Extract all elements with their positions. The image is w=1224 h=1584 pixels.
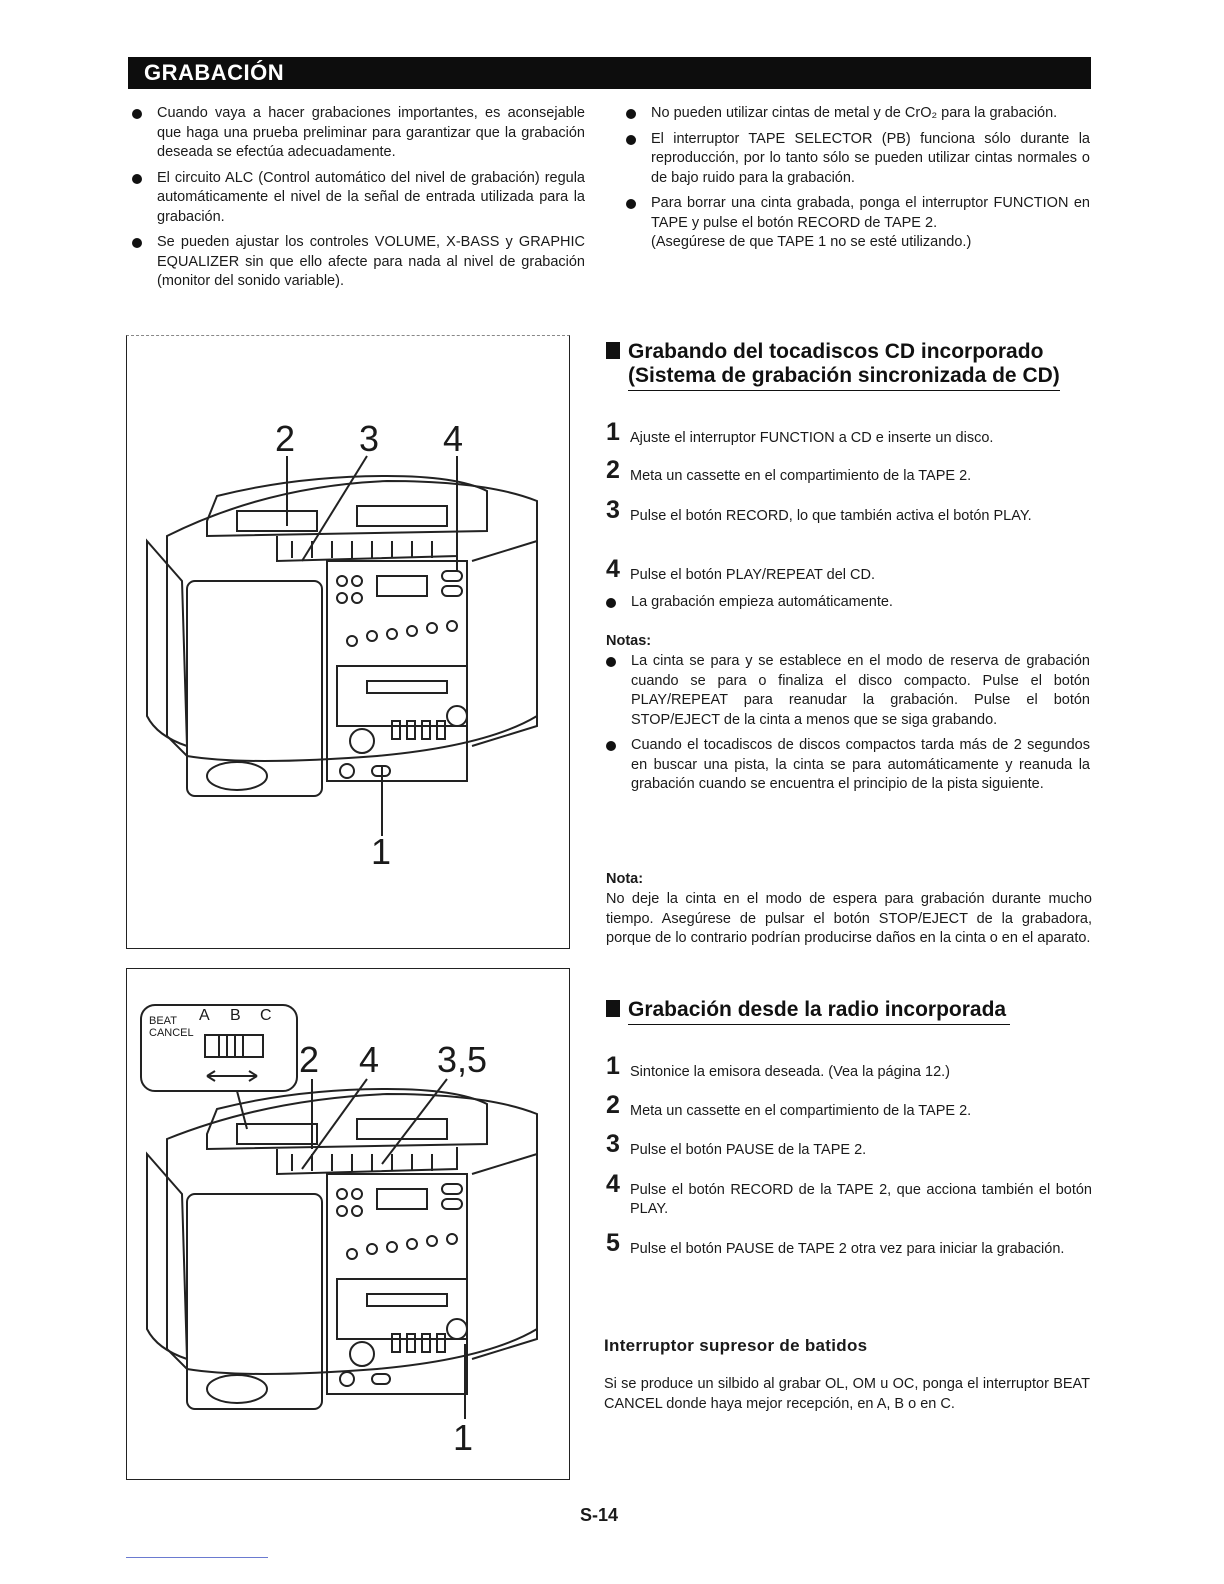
figure1-label-4: 4	[443, 418, 464, 459]
nota-text: No deje la cinta en el modo de espera para grabación durante mucho tiempo. Asegúrese de pulsar el botón STOP/EJECT de la grabadora, porque de lo contrario podrían producirse daños en la cinta o en el aparato.	[606, 891, 1092, 946]
step-number: 2	[606, 1091, 620, 1119]
section-cd-title-line2: (Sistema de grabación sincronizada de CD)	[628, 364, 1060, 391]
radio-step-1	[606, 1052, 1092, 1082]
step-number: 4	[606, 1170, 620, 1198]
step-number: 4	[606, 555, 620, 583]
step-text: Meta un cassette en el compartimiento de la TAPE 2.	[630, 1103, 972, 1119]
page-number: S-14	[580, 1505, 619, 1525]
footer-rule	[126, 1557, 268, 1558]
figure1-label-2: 2	[275, 418, 296, 459]
step-number: 1	[606, 1052, 620, 1080]
radio-step-4	[606, 1170, 1092, 1219]
left-column	[130, 104, 585, 298]
header-bar	[128, 57, 1091, 89]
left-bullet-3: Se pueden ajustar los controles VOLUME, X-BASS y GRAPHIC EQUALIZER sin que ello afecte para nada al nivel de grabación (monitor del sonido variable).	[130, 233, 585, 292]
radio-step-2	[606, 1091, 1092, 1121]
beat-a-label: A	[199, 1007, 210, 1024]
page-title: GRABACIÓN	[144, 60, 285, 85]
step-text: Sintonice la emisora deseada. (Vea la página 12.)	[630, 1064, 951, 1080]
stereo-illustration-1	[127, 336, 569, 948]
step-number: 5	[606, 1229, 620, 1257]
figure2-label-3-5: 3,5	[437, 1039, 488, 1080]
section-radio-title	[606, 998, 1010, 1025]
beat-cancel-title: Interruptor supresor de batidos	[604, 1336, 868, 1355]
figure1-label-1: 1	[371, 831, 392, 872]
cancel-label: CANCEL	[149, 1027, 194, 1039]
nota-label: Nota:	[606, 871, 644, 887]
cd-step-2	[606, 456, 1092, 486]
step-number: 1	[606, 418, 620, 446]
square-bullet-icon	[606, 342, 620, 359]
step-number: 3	[606, 496, 620, 524]
cd-bullet-text: La grabación empieza automáticamente.	[604, 593, 1090, 613]
figure-radio-recording	[126, 968, 570, 1480]
nota-item-1: La cinta se para y se establece en el modo de reserva de grabación cuando se para o finaliza el disco compacto. Pulse el botón PLAY/REPEAT para reanudar la grabación. Pulse el botón STOP/EJECT de la cinta a menos que se siga grabando.	[604, 652, 1090, 730]
figure1-label-3: 3	[359, 418, 380, 459]
right-bullet-1: No pueden utilizar cintas de metal y de CrO₂ para la grabación.	[624, 104, 1090, 124]
step-number: 3	[606, 1130, 620, 1158]
step-text: Pulse el botón PLAY/REPEAT del CD.	[630, 567, 876, 583]
right-bullet-3-extra: (Asegúrese de que TAPE 1 no se esté utilizando.)	[651, 234, 972, 250]
right-bullet-2: El interruptor TAPE SELECTOR (PB) funciona sólo durante la reproducción, por lo tanto sólo se pueden utilizar cintas normales o de bajo ruido para la grabación.	[624, 130, 1090, 189]
figure2-label-1: 1	[453, 1417, 474, 1458]
figure2-label-2: 2	[299, 1039, 320, 1080]
beat-cancel-text: Si se produce un silbido al grabar OL, OM u OC, ponga el interruptor BEAT CANCEL donde haya mejor recepción, en A, B o en C.	[604, 1376, 1090, 1412]
cd-step-3	[606, 496, 1092, 526]
beat-c-label: C	[260, 1007, 272, 1024]
left-bullet-2: El circuito ALC (Control automático del nivel de grabación) regula automáticamente el nivel de la señal de entrada utilizada para la grabación.	[130, 169, 585, 228]
section-cd-title-line1: Grabando del tocadiscos CD incorporado	[628, 340, 1044, 363]
section-radio-title-text: Grabación desde la radio incorporada	[628, 998, 1010, 1025]
radio-step-5	[606, 1229, 1092, 1259]
cd-step-1	[606, 418, 1092, 448]
figure-cd-recording	[126, 335, 570, 949]
notas-label: Notas:	[606, 633, 652, 649]
step-text: Pulse el botón PAUSE de la TAPE 2.	[630, 1142, 867, 1158]
step-text: Ajuste el interruptor FUNCTION a CD e inserte un disco.	[630, 430, 994, 446]
nota-item-2: Cuando el tocadiscos de discos compactos tarda más de 2 segundos en buscar una pista, la cinta se para automáticamente y reanuda la grabación cuando se encuentra el principio de la pista siguiente.	[604, 736, 1090, 795]
beat-b-label: B	[230, 1007, 241, 1024]
radio-step-3	[606, 1130, 1092, 1160]
step-text: Pulse el botón RECORD de la TAPE 2, que acciona también el botón PLAY.	[630, 1182, 1092, 1217]
cd-bullet	[604, 593, 1090, 619]
step-text: Meta un cassette en el compartimiento de la TAPE 2.	[630, 468, 972, 484]
step-text: Pulse el botón PAUSE de TAPE 2 otra vez para iniciar la grabación.	[630, 1241, 1065, 1257]
right-bullet-3: Para borrar una cinta grabada, ponga el interruptor FUNCTION en TAPE y pulse el botón RECORD de TAPE 2.	[624, 194, 1090, 233]
step-number: 2	[606, 456, 620, 484]
figure2-label-4: 4	[359, 1039, 380, 1080]
notas-list	[604, 652, 1090, 801]
beat-label: BEAT	[149, 1015, 177, 1027]
cd-step-4	[606, 555, 1092, 585]
right-column	[624, 104, 1090, 253]
stereo-illustration-2	[127, 969, 569, 1479]
square-bullet-icon	[606, 1000, 620, 1017]
section-cd-title	[606, 340, 1092, 391]
left-bullet-1: Cuando vaya a hacer grabaciones importantes, es aconsejable que haga una prueba preliminar para garantizar que la grabación deseada se efectúa adecuadamente.	[130, 104, 585, 163]
step-text: Pulse el botón RECORD, lo que también activa el botón PLAY.	[630, 508, 1032, 524]
